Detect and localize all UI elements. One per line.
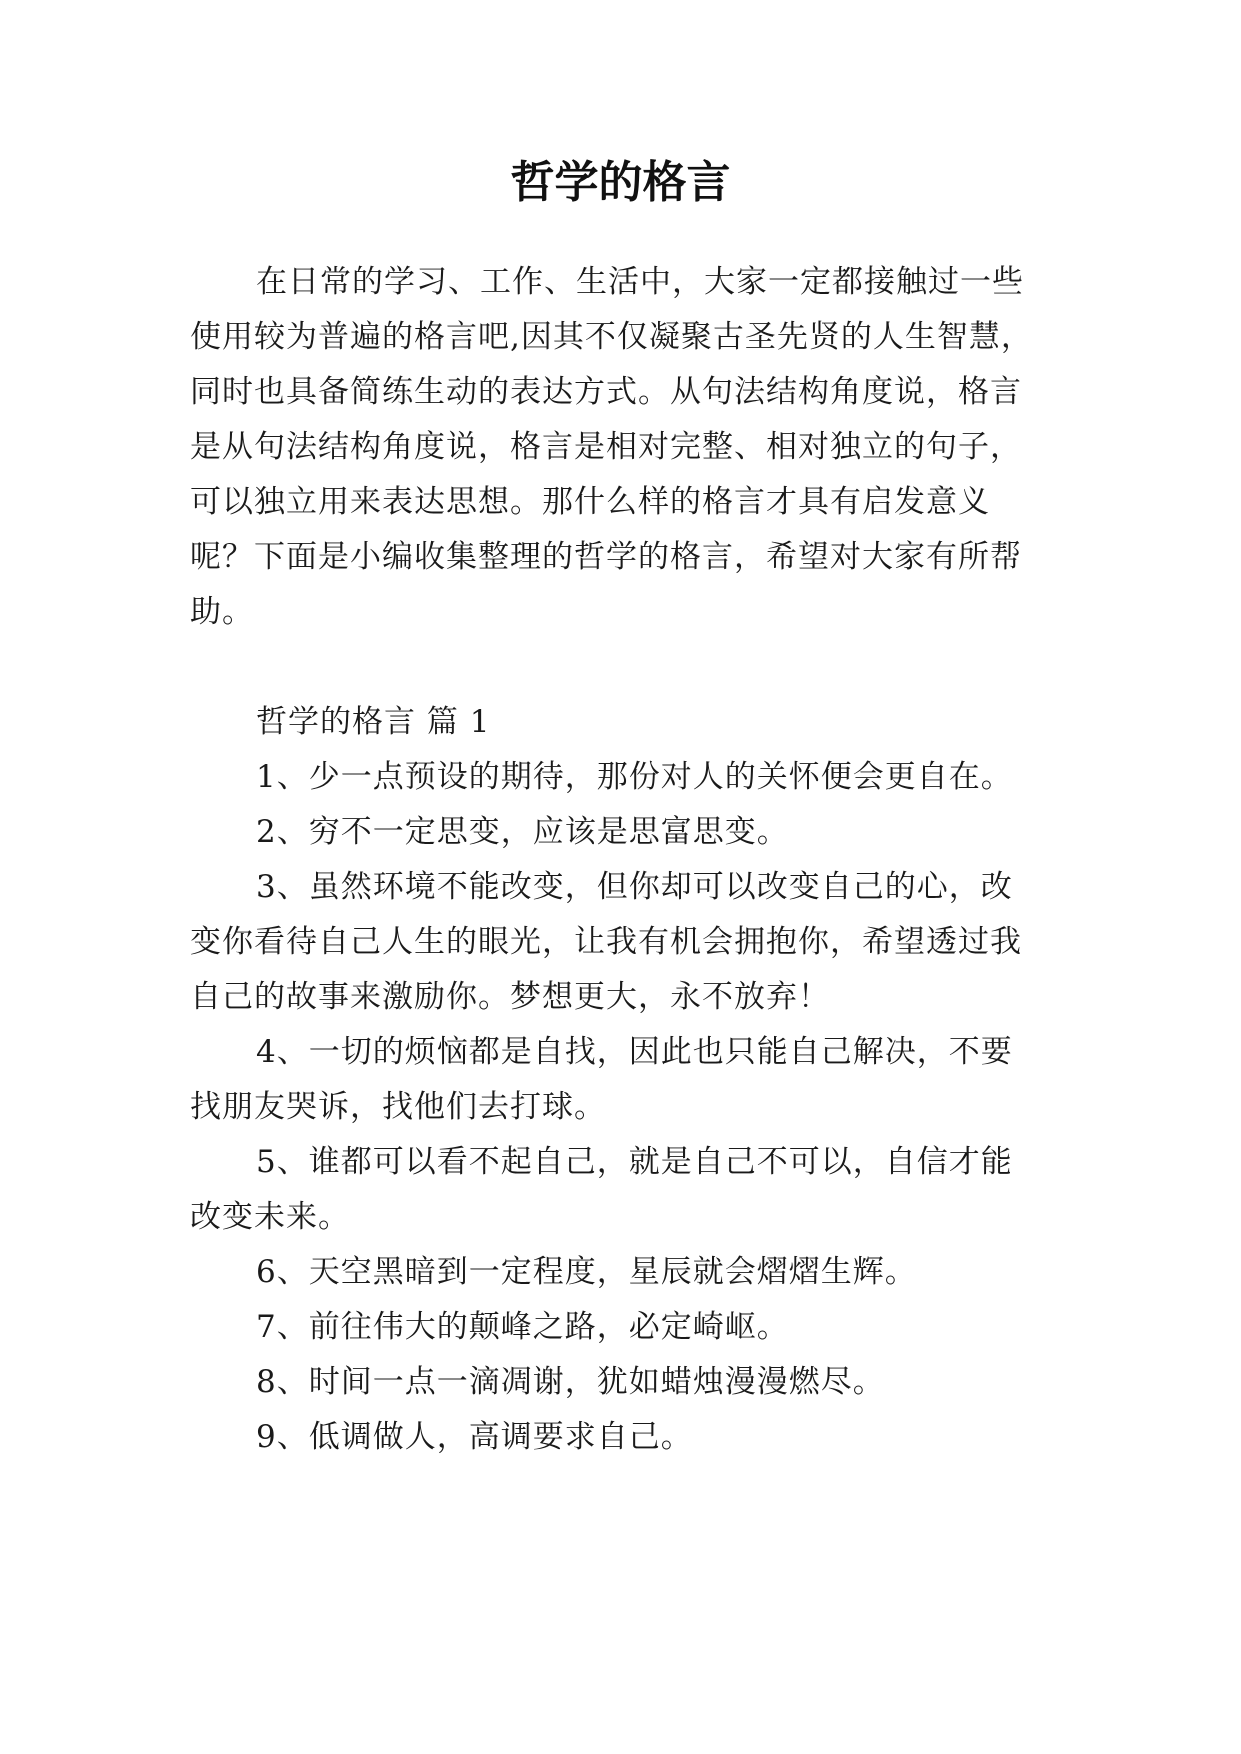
quote-7-line-1: 7、前往伟大的颠峰之路，必定崎岖。 [256, 1309, 789, 1345]
quote-4-line-2: 找朋友哭诉，找他们去打球。 [190, 1089, 606, 1125]
quote-1-line-1: 1、少一点预设的期待，那份对人的关怀便会更自在。 [256, 759, 1013, 795]
quote-5-line-1: 5、谁都可以看不起自己，就是自己不可以，自信才能 [256, 1144, 1013, 1180]
intro-line-7: 助。 [190, 594, 254, 630]
quote-3-line-1: 3、虽然环境不能改变，但你却可以改变自己的心，改 [256, 869, 1013, 905]
intro-line-1: 在日常的学习、工作、生活中，大家一定都接触过一些 [256, 264, 1024, 300]
intro-line-2: 使用较为普遍的格言吧,因其不仅凝聚古圣先贤的人生智慧， [190, 319, 1033, 355]
quote-4-line-1: 4、一切的烦恼都是自找，因此也只能自己解决，不要 [256, 1034, 1013, 1070]
page-title: 哲学的格言 [510, 157, 731, 208]
quote-6-line-1: 6、天空黑暗到一定程度，星辰就会熠熠生辉。 [256, 1254, 917, 1290]
intro-line-3: 同时也具备简练生动的表达方式。从句法结构角度说，格言 [190, 374, 1022, 410]
quote-8-line-1: 8、时间一点一滴凋谢，犹如蜡烛漫漫燃尽。 [256, 1364, 885, 1400]
quote-3-line-2: 变你看待自己人生的眼光，让我有机会拥抱你，希望透过我 [190, 924, 1022, 960]
quote-9-line-1: 9、低调做人，高调要求自己。 [256, 1419, 693, 1455]
section-heading: 哲学的格言 篇 1 [256, 704, 491, 740]
quote-3-line-3: 自己的故事来激励你。梦想更大，永不放弃！ [190, 979, 830, 1015]
quote-5-line-2: 改变未来。 [190, 1199, 350, 1235]
intro-line-5: 可以独立用来表达思想。那什么样的格言才具有启发意义 [190, 484, 990, 520]
intro-line-4: 是从句法结构角度说，格言是相对完整、相对独立的句子， [190, 429, 1022, 465]
intro-line-6: 呢？下面是小编收集整理的哲学的格言，希望对大家有所帮 [190, 539, 1022, 575]
quote-2-line-1: 2、穷不一定思变，应该是思富思变。 [256, 814, 789, 850]
